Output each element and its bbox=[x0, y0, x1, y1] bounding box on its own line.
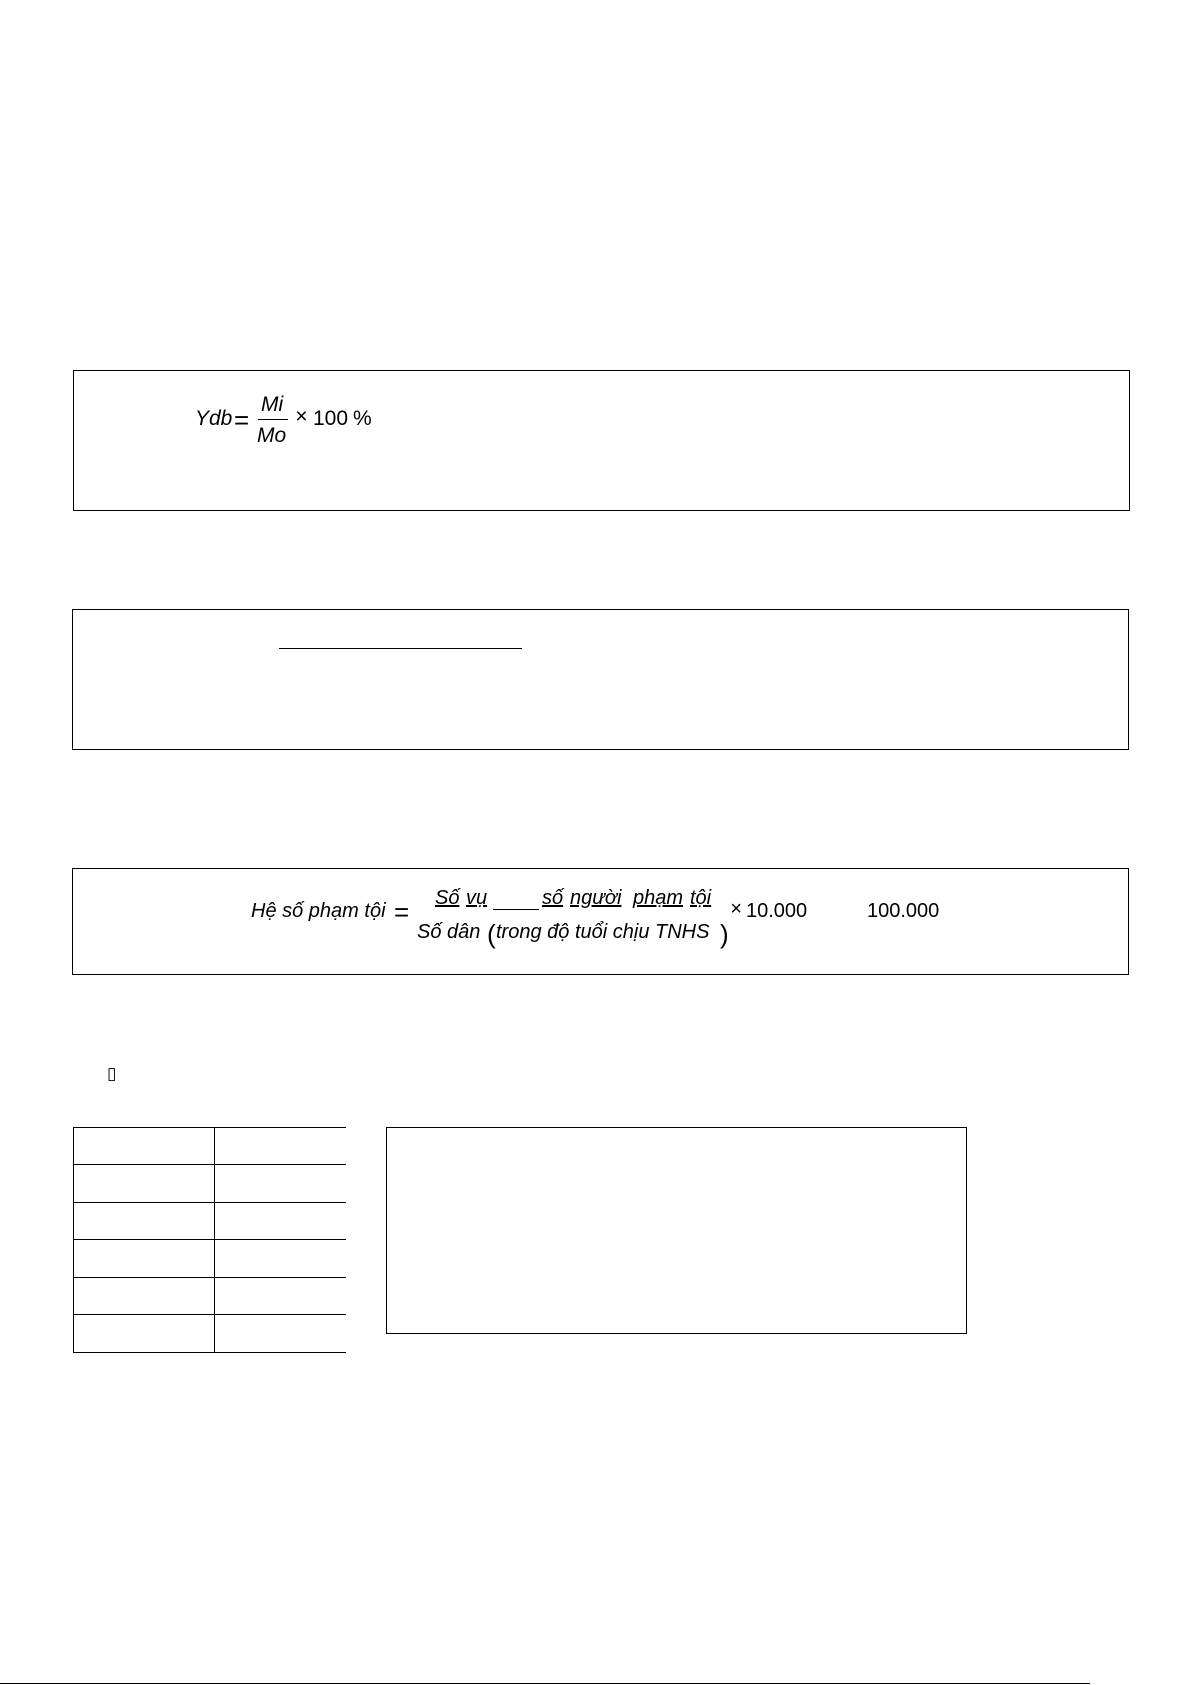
formula-3-den-open-paren: ( bbox=[487, 919, 496, 949]
table-row-line bbox=[73, 1352, 346, 1353]
table-col-line bbox=[73, 1127, 74, 1353]
formula-2-rule bbox=[279, 648, 522, 649]
formula-3-mult-10000: 10.000 bbox=[746, 900, 808, 922]
formula-3-times: × bbox=[730, 898, 742, 920]
formula-3-equals: = bbox=[394, 897, 410, 927]
footer-rule bbox=[0, 1683, 1090, 1684]
missing-glyph-icon: ▯ bbox=[107, 1064, 117, 1084]
table-col-line bbox=[214, 1127, 215, 1353]
formula-box-3 bbox=[72, 868, 1129, 975]
table-row-line bbox=[73, 1127, 346, 1128]
empty-table bbox=[73, 1127, 346, 1353]
formula-1-equals: = bbox=[234, 405, 250, 435]
formula-1-times: × bbox=[295, 405, 308, 428]
table-row-line bbox=[73, 1239, 346, 1240]
table-row-line bbox=[73, 1277, 346, 1278]
formula-3-num-toi: tội bbox=[690, 887, 712, 909]
formula-3-num-pham: phạm bbox=[633, 887, 684, 909]
formula-3-den-age: trong độ tuổi chịu TNHS bbox=[496, 921, 710, 943]
formula-3-mult-100000: 100.000 bbox=[867, 900, 940, 922]
formula-1-numerator: Mi bbox=[261, 393, 284, 416]
formula-3-lhs: Hệ số phạm tội bbox=[251, 900, 386, 922]
formula-3-num-blank bbox=[493, 909, 539, 910]
table-row-line bbox=[73, 1164, 346, 1165]
empty-box bbox=[386, 1127, 967, 1334]
formula-box-1 bbox=[73, 370, 1130, 511]
formula-3-num-vu: vụ bbox=[466, 887, 488, 909]
formula-box-2 bbox=[72, 609, 1129, 750]
formula-3-num-so: Số bbox=[435, 887, 460, 909]
table-row-line bbox=[73, 1314, 346, 1315]
formula-1-multiplier: 100 bbox=[313, 407, 349, 430]
formula-1-denominator: Mo bbox=[257, 424, 287, 447]
formula-3-num-nguoi: người bbox=[570, 887, 622, 909]
formula-1-unit: % bbox=[353, 407, 372, 430]
formula-3-den-so-dan: Số dân bbox=[417, 921, 481, 943]
table-row-line bbox=[73, 1202, 346, 1203]
formula-3-den-close-paren: ) bbox=[720, 919, 729, 949]
formula-3-num-so-2: số bbox=[542, 887, 564, 909]
formula-1-fraction-bar bbox=[258, 419, 288, 420]
formula-1-lhs: Ydb bbox=[195, 407, 233, 430]
